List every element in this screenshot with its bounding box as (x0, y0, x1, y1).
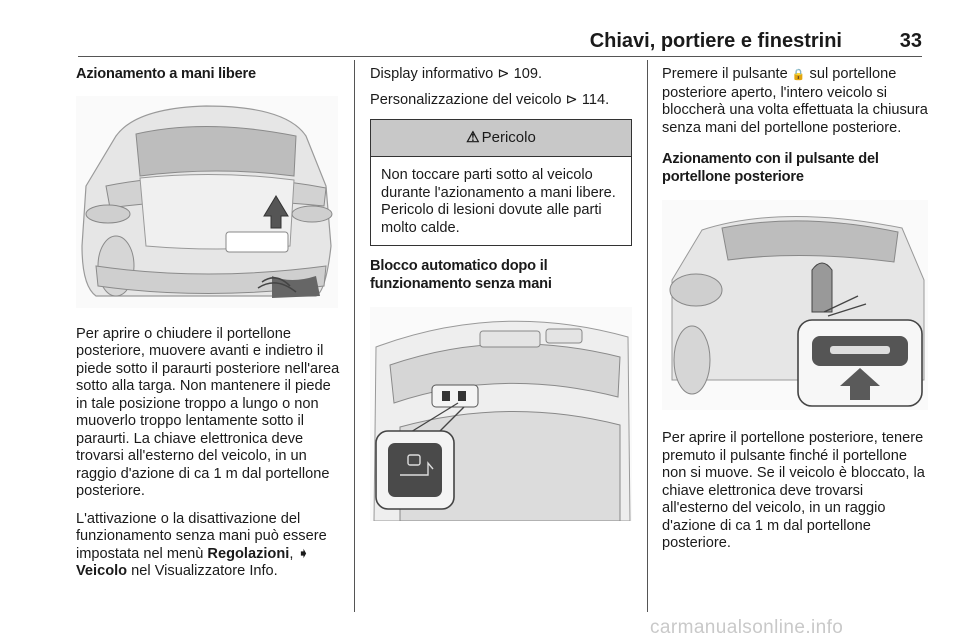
column-3 (662, 66, 928, 563)
page-header (0, 0, 960, 60)
menu-arrow-icon: ➧ (297, 545, 310, 562)
page-reference-icon: ⊳ (565, 91, 578, 108)
cross-reference-page: 109. (513, 66, 543, 82)
paragraph-tailgate-button-operation: Per aprire il portellone posteriore, tenere premuto il pulsante finché il portellone non si muove. Se il veicolo è bloccato, la chiave elettronica deve trovarsi all'esterno del veicolo, in un raggio d'azione di ca 1 m dal portellone posteriore. (662, 430, 925, 551)
column-1 (76, 66, 342, 591)
illustration-hands-free-tailgate (76, 96, 338, 308)
tailgate-lock-icon: 🔒 (791, 69, 806, 81)
settings-text-b: nel Visualizzatore Info. (127, 563, 278, 579)
cross-reference-personalization (370, 92, 632, 110)
cross-reference-label: Display informativo (370, 66, 498, 82)
heading-hands-free: Azionamento a mani libere (76, 66, 256, 82)
heading-tailgate-button: Azionamento con il pulsante del portellone posteriore (662, 151, 879, 185)
cross-reference-display (370, 66, 632, 84)
illustration-tailgate-button (662, 200, 928, 410)
warning-header (371, 120, 631, 157)
menu-item-regolazioni: Regolazioni (207, 545, 290, 562)
cross-reference-label: Personalizzazione del veicolo (370, 91, 566, 108)
warning-text: Non toccare parti sotto al veicolo durante l'azionamento a mani libere. Pericolo di lesioni dovute alle parti molto calde. (381, 167, 616, 236)
paragraph-lock-button (662, 66, 928, 137)
paragraph-settings-menu (76, 511, 342, 581)
page-number: 33 (899, 30, 922, 52)
section-title: Chiavi, portiere e finestrini (589, 30, 842, 52)
warning-title: Pericolo (481, 129, 536, 147)
illustration-tailgate-lock-button (370, 307, 632, 521)
cross-reference-page: 114. (581, 91, 610, 108)
heading-auto-lock: Blocco automatico dopo il funzionamento senza mani (370, 258, 552, 292)
menu-separator: , (289, 545, 298, 562)
warning-box (370, 119, 632, 246)
column-2 (370, 66, 632, 521)
settings-text-a: L'attivazione o la disattivazione del funzionamento senza mani può essere impostata nel menù (76, 510, 327, 562)
warning-triangle-icon: ⚠ (466, 129, 480, 147)
paragraph-hands-free-operation: Per aprire o chiudere il portellone posteriore, muovere avanti e indietro il piede sotto il paraurti posteriore nell'area sotto alla targa. Non mantenere il piede in tale posizione troppo a lungo o non muoverlo troppo lentamente sotto il paraurti. La chiave elettronica deve trovarsi all'esterno del veicolo, in un raggio d'azione di ca 1 m dal portellone posteriore. (76, 325, 340, 499)
page-reference-icon: ⊳ (497, 66, 510, 82)
column-divider-1 (354, 60, 355, 612)
header-rule (78, 56, 922, 57)
menu-item-veicolo: Veicolo (76, 563, 128, 579)
watermark: carmanualsonline.info (650, 617, 844, 638)
column-divider-2 (647, 60, 648, 612)
lock-text-b: sul portellone posteriore aperto, l'intero veicolo si bloccherà una volta effettuata la chiusura senza mani del portellone posteriore. (662, 66, 928, 136)
lock-text-a: Premere il pulsante (662, 66, 792, 82)
